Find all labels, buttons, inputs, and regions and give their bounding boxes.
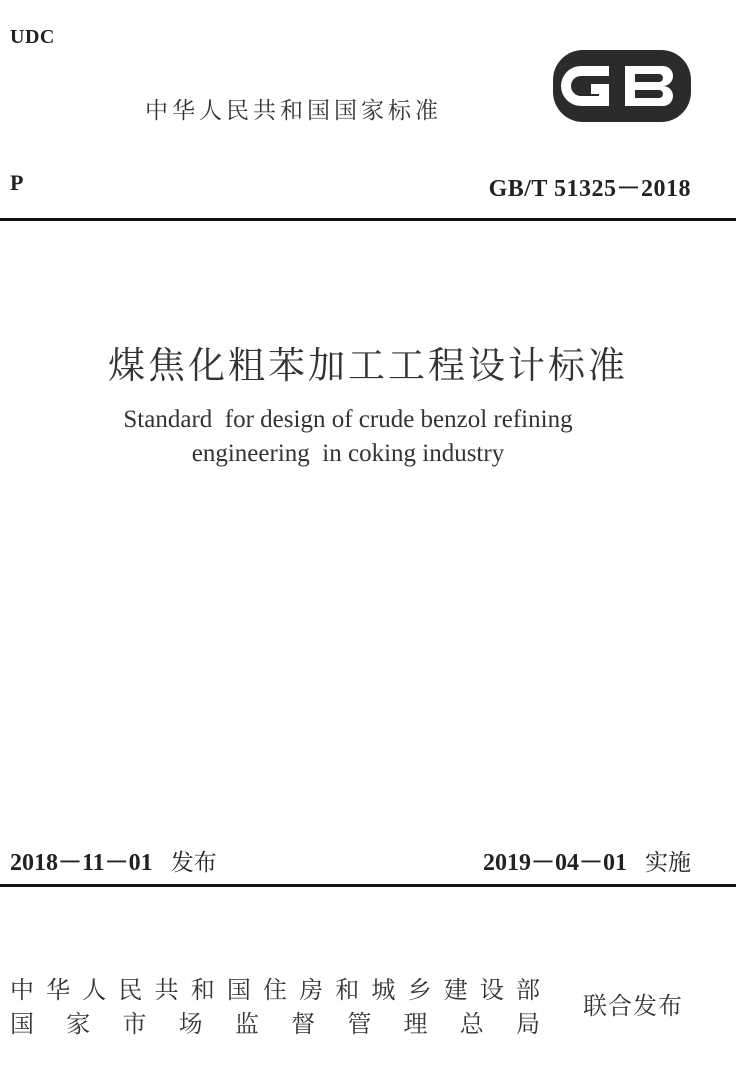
title-chinese: 煤焦化粗苯加工工程设计标准 (108, 344, 628, 387)
issuer-ministry: 中华人民共和国住房和城乡建设部 (10, 976, 553, 1004)
category-code: P (10, 170, 24, 195)
standard-number: GB/T 51325－2018 (488, 176, 691, 202)
title-english-line1: Standard for design of crude benzol refining (123, 406, 573, 433)
implement-date-value: 2019－04－01 (483, 850, 627, 876)
udc-label: UDC (10, 26, 55, 48)
joint-release-label: 联合发布 (583, 992, 683, 1020)
publish-date (10, 842, 217, 877)
national-standard-title: 中华人民共和国国家标准 (145, 98, 442, 124)
implement-label: 实施 (645, 850, 691, 876)
publish-label: 发布 (170, 850, 217, 876)
title-english (0, 403, 696, 471)
publish-date-value: 2018－11－01 (10, 850, 153, 876)
title-english-line2: engineering in coking industry (191, 440, 505, 467)
gb-logo (551, 48, 693, 124)
issuer-administration: 国家市场监督管理总局 (10, 1010, 573, 1038)
implement-date (483, 842, 691, 877)
top-divider (0, 218, 736, 221)
bottom-divider (0, 884, 736, 887)
